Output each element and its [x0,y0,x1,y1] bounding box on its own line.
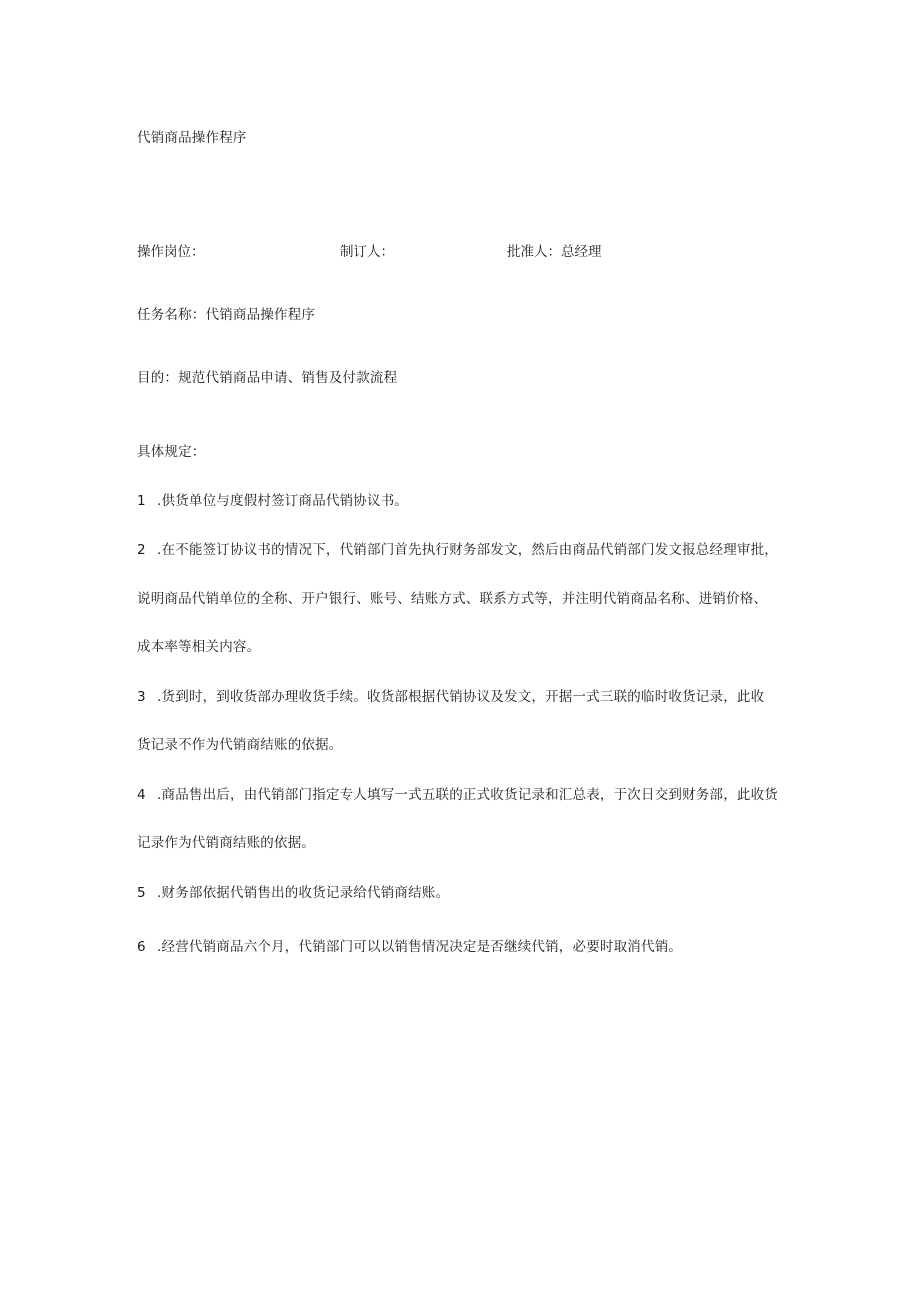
rule-item-6 [137,938,682,956]
rule-text: .供货单位与度假村签订商品代销协议书。 [157,493,409,509]
rule-text: .财务部依据代销售出的收货记录给代销商结账。 [157,885,450,901]
rule-text: .经营代销商品六个月，代销部门可以以销售情况决定是否继续代销，必要时取消代销。 [157,939,683,955]
rule-item-2 [137,541,778,559]
rule-number: 2 [137,542,146,558]
rule-text: .在不能签订协议书的情况下，代销部门首先执行财务部发文，然后由商品代销部门发文报总经理审批， [157,542,778,558]
rule-item-4 [137,786,778,804]
purpose: 目的：规范代销商品申请、销售及付款流程 [137,370,398,386]
rules-heading: 具体规定： [137,444,206,460]
rule-number: 1 [137,493,146,509]
rule-text: .商品售出后，由代销部门指定专人填写一式五联的正式收货记录和汇总表，于次日交到财务部，此收货 [157,787,778,803]
rule-continuation: 记录作为代销商结账的依据。 [137,835,316,851]
rule-item-5 [137,884,449,902]
rule-text: .货到时，到收货部办理收货手续。收货部根据代销协议及发文，开据一式三联的临时收货记录，此收 [157,689,765,705]
approver-field-label: 批准人：总经理 [507,244,602,260]
rule-continuation: 说明商品代销单位的全称、开户银行、账号、结账方式、联系方式等，并注明代销商品名称、进销价格、 [137,591,768,607]
author-field-label: 制订人： [340,244,394,260]
rule-number: 6 [137,939,146,955]
rule-item-3 [137,688,764,706]
rule-item-1 [137,492,408,510]
document-title: 代销商品操作程序 [137,130,247,146]
position-field-label: 操作岗位： [137,244,205,260]
rule-number: 4 [137,787,146,803]
rule-continuation: 货记录不作为代销商结账的依据。 [137,737,343,753]
rule-number: 3 [137,689,146,705]
rule-continuation: 成本率等相关内容。 [137,639,261,655]
task-name: 任务名称：代销商品操作程序 [137,307,316,323]
rule-number: 5 [137,885,146,901]
